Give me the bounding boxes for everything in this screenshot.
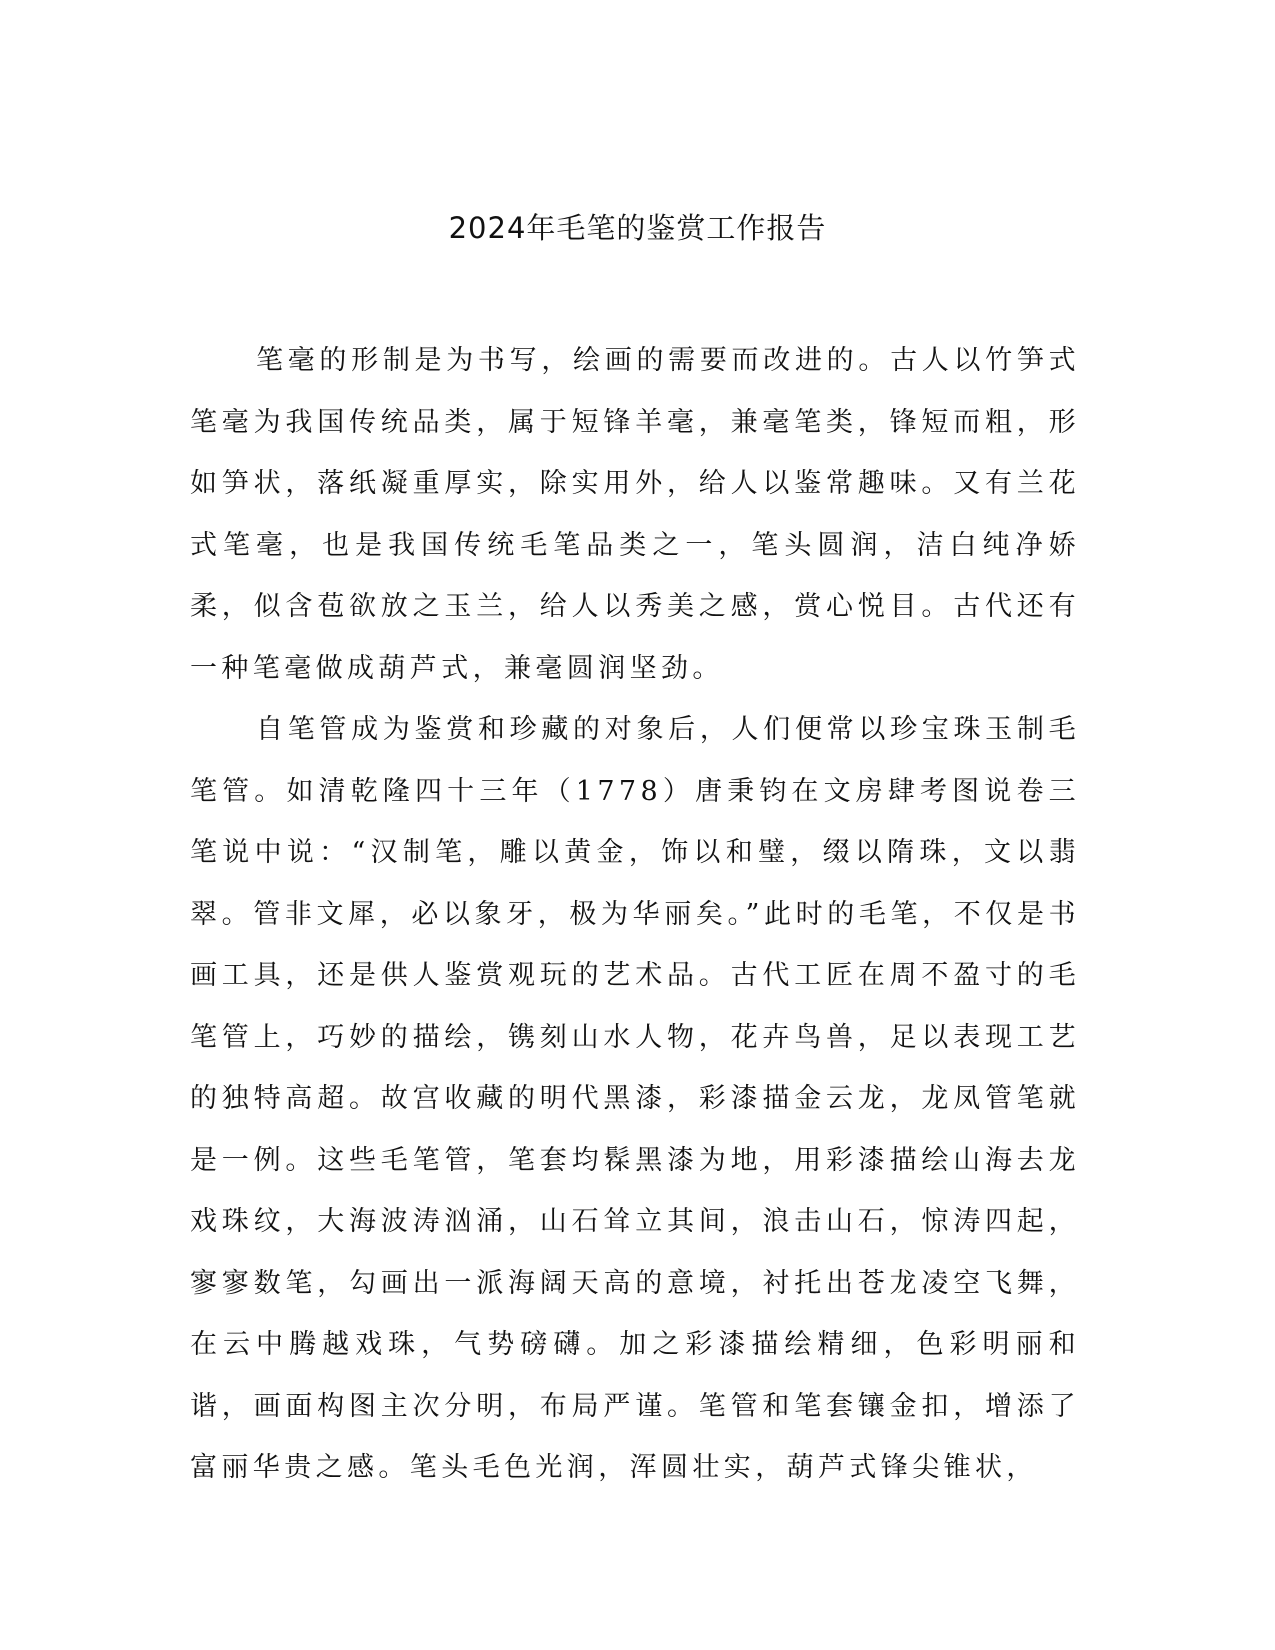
- document-title: 2024年毛笔的鉴赏工作报告: [448, 211, 827, 245]
- paragraph-1: 笔毫的形制是为书写，绘画的需要而改进的。古人以竹笋式笔毫为我国传统品类，属于短锋羊毫，兼毫笔类，锋短而粗，形如笋状，落纸凝重厚实，除实用外，给人以鉴常趣味。又有兰花式笔毫，也是我国传统毛笔品类之一，笔头圆润，洁白纯净娇柔，似含苞欲放之玉兰，给人以秀美之感，赏心悦目。古代还有一种笔毫做成葫芦式，兼毫圆润坚劲。: [190, 345, 1080, 684]
- document-body: [190, 330, 1080, 1499]
- paragraph-2: 自笔管成为鉴赏和珍藏的对象后，人们便常以珍宝珠玉制毛笔管。如清乾隆四十三年（1778）唐秉钧在文房肆考图说卷三笔说中说：“汉制笔，雕以黄金，饰以和璧，缀以隋珠，文以翡翠。管非文犀，必以象牙，极为华丽矣。”此时的毛笔，不仅是书画工具，还是供人鉴赏观玩的艺术品。古代工匠在周不盈寸的毛笔管上，巧妙的描绘，镌刻山水人物，花卉鸟兽，足以表现工艺的独特高超。故宫收藏的明代黑漆，彩漆描金云龙，龙凤管笔就是一例。这些毛笔管，笔套均髹黑漆为地，用彩漆描绘山海去龙戏珠纹，大海波涛汹涌，山石耸立其间，浪击山石，惊涛四起，寥寥数笔，勾画出一派海阔天高的意境，衬托出苍龙凌空飞舞，在云中腾越戏珠，气势磅礴。加之彩漆描绘精细，色彩明丽和谐，画面构图主次分明，布局严谨。笔管和笔套镶金扣，增添了富丽华贵之感。笔头毛色光润，浑圆壮实，葫芦式锋尖锥状，: [190, 714, 1080, 1483]
